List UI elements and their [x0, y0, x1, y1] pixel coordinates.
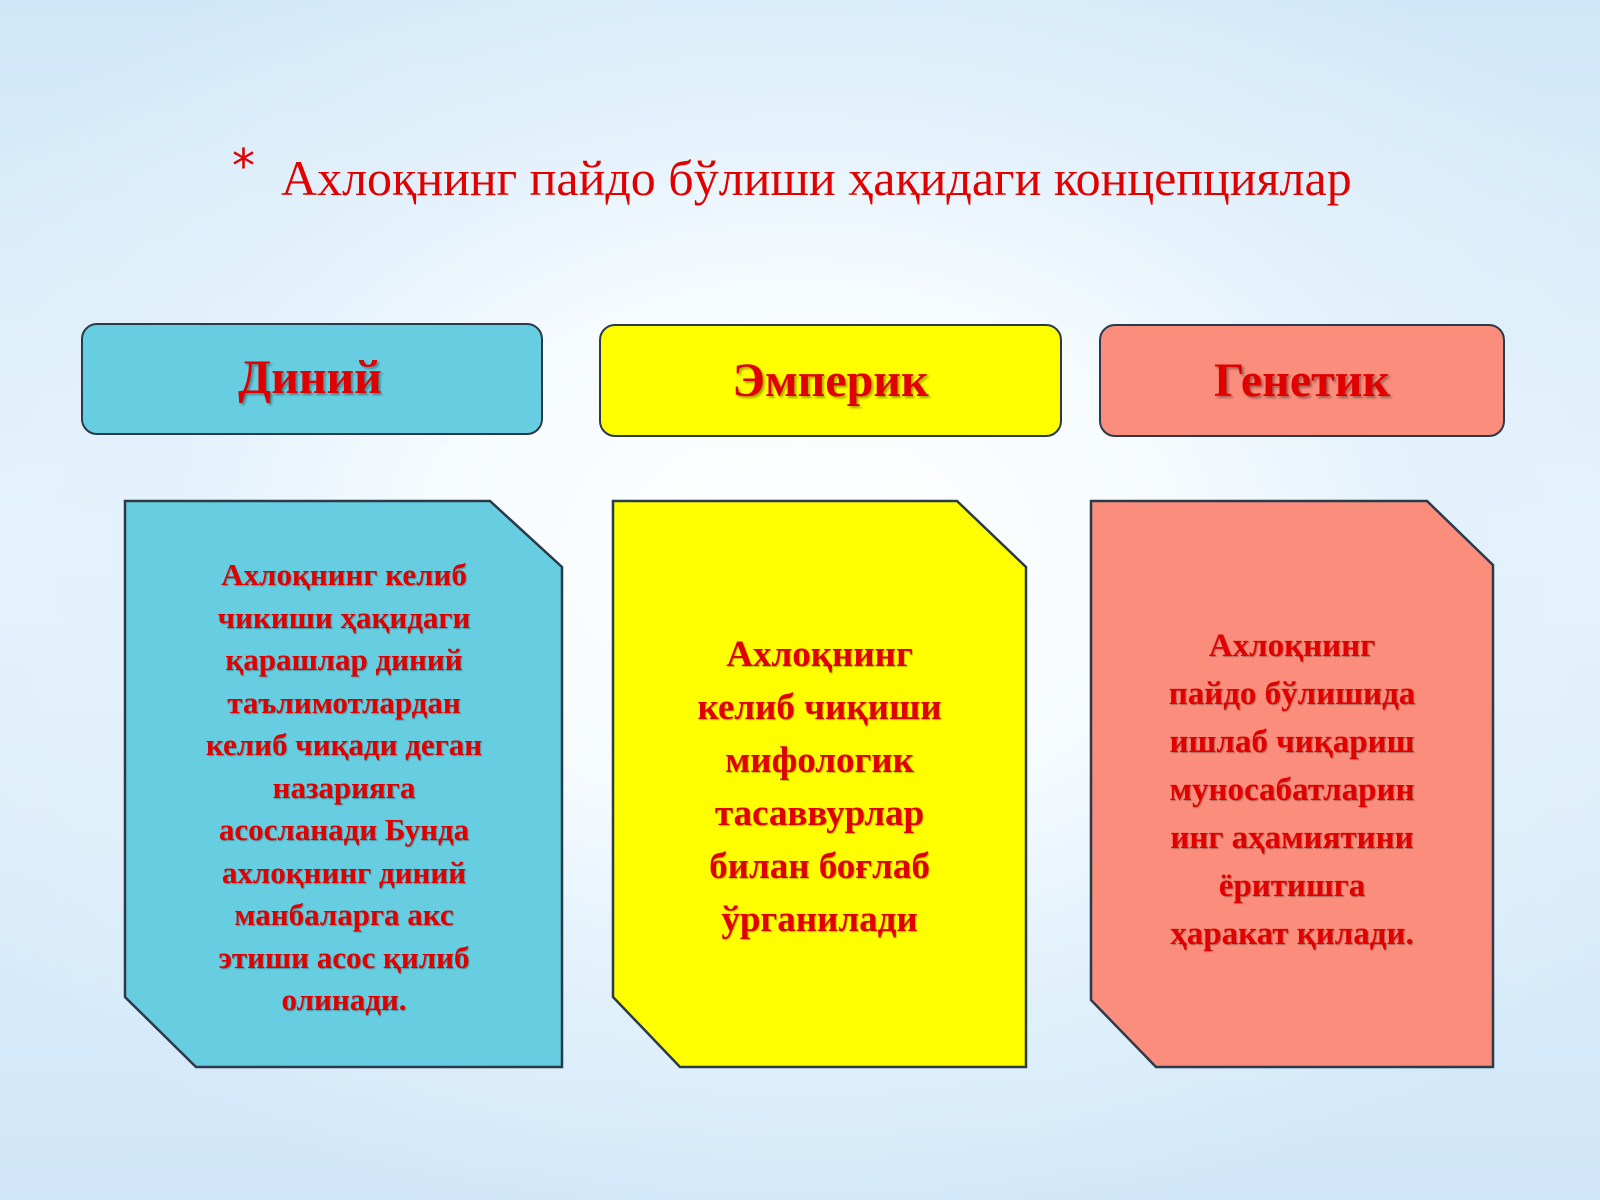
slide-title-text: Ахлоқнинг пайдо бўлиши ҳақидаги концепциялар [281, 150, 1352, 206]
concept-description: Ахлоқнинг пайдо бўлишида ишлаб чиқариш муносабатларин инг аҳамиятини ёритишга ҳаракат қилади. [1168, 628, 1416, 952]
concept-panel-religious [124, 500, 563, 1068]
asterisk-bullet: * [232, 139, 255, 193]
concept-description: Ахлоқнинг келиб чикиши ҳақидаги қарашлар диний таълимотлардан келиб чиқади деган назарияга асосланади Бунда ахлоқнинг диний манбаларга акс этиши асос қилиб олинади. [205, 557, 483, 1017]
concept-header-genetic [1099, 324, 1505, 437]
concept-header-empirical [599, 324, 1062, 437]
slide-title [232, 138, 1472, 218]
concept-header-label: Генетик [1213, 354, 1391, 407]
concept-header-label: Диний [238, 350, 382, 404]
concept-panel-empirical [612, 500, 1027, 1068]
concept-header-label: Эмперик [732, 354, 929, 407]
concept-header-religious [81, 323, 543, 435]
concept-panel-genetic [1090, 500, 1494, 1068]
concept-description: Ахлоқнинг келиб чиқиши мифологик тасаввурлар билан боғлаб ўрганилади [697, 634, 942, 940]
